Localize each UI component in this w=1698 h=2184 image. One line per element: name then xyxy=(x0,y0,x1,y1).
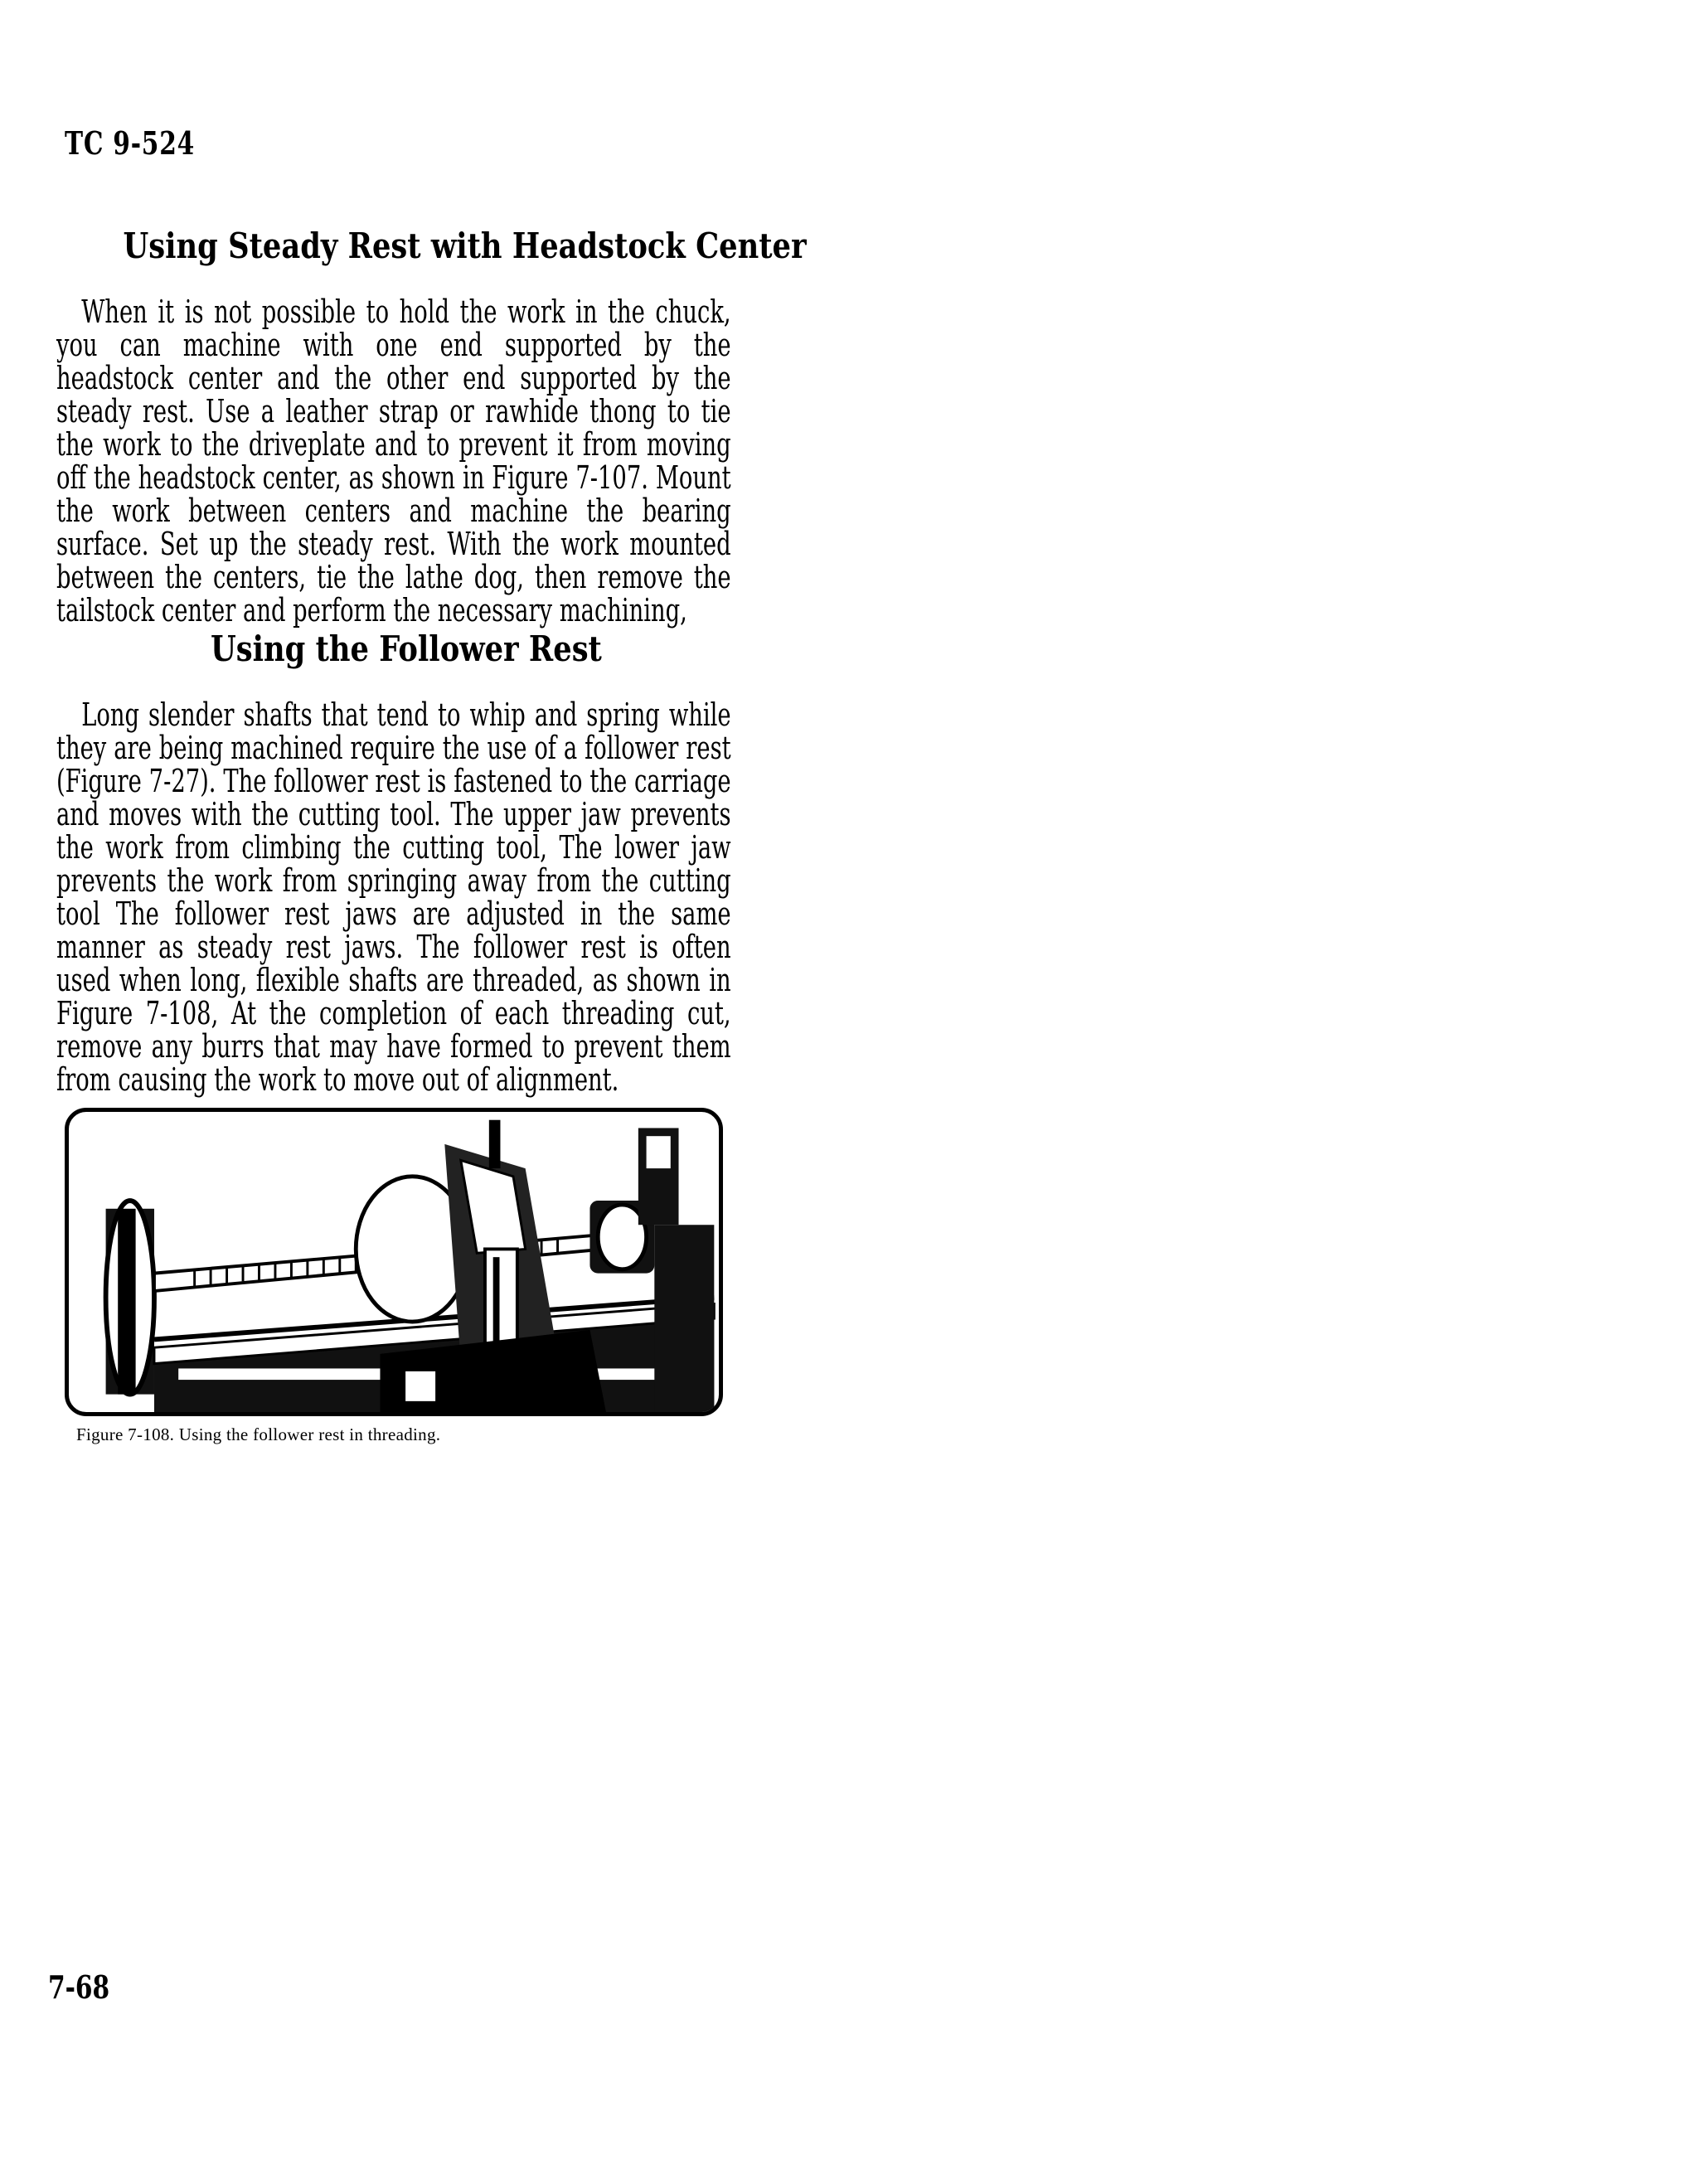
lathe-illustration xyxy=(69,1112,719,1412)
figure-follower-rest-threading xyxy=(65,1108,723,1416)
section-heading-steady-rest xyxy=(58,226,807,266)
section-heading-text: Using the Follower Rest xyxy=(211,629,602,669)
figure-caption: Figure 7-108. Using the follower rest in threading. xyxy=(76,1424,441,1444)
paragraph-text: When it is not possible to hold the work in the chuck, you can machine with one end supported by the headstock center and the other end supported by the steady rest. Use a leather strap or rawhide thong to tie the work to the driveplate and to prevent it from moving off the headstock center, as shown in Figure 7-107. Mount the work between centers and machine the bearing surface. Set up the steady rest. With the work mounted between the centers, tie the lathe dog, then remove the tailstock center and perform the necessary machining, xyxy=(56,294,731,629)
paragraph-follower-rest xyxy=(56,698,731,1096)
paragraph-text: Long slender shafts that tend to whip and spring while they are being machined require the use of a follower rest (Figure 7-27). The follower rest is fastened to the carriage and moves with the cutting tool. The upper jaw prevents the work from climbing the cutting tool, The lower jaw prevents the work from springing away from the cutting tool The follower rest jaws are adjusted in the same manner as steady rest jaws. The follower rest is often used when long, flexible shafts are threaded, as shown in Figure 7-108, At the completion of each threading cut, remove any burrs that may have formed to prevent them from causing the work to move out of alignment. xyxy=(56,696,731,1098)
document-id: TC 9-524 xyxy=(65,124,196,162)
section-heading-follower-rest xyxy=(58,629,754,669)
paragraph-steady-rest xyxy=(56,295,731,627)
page-number: 7-68 xyxy=(48,1968,110,2006)
section-heading-text: Using Steady Rest with Headstock Center xyxy=(123,226,807,266)
